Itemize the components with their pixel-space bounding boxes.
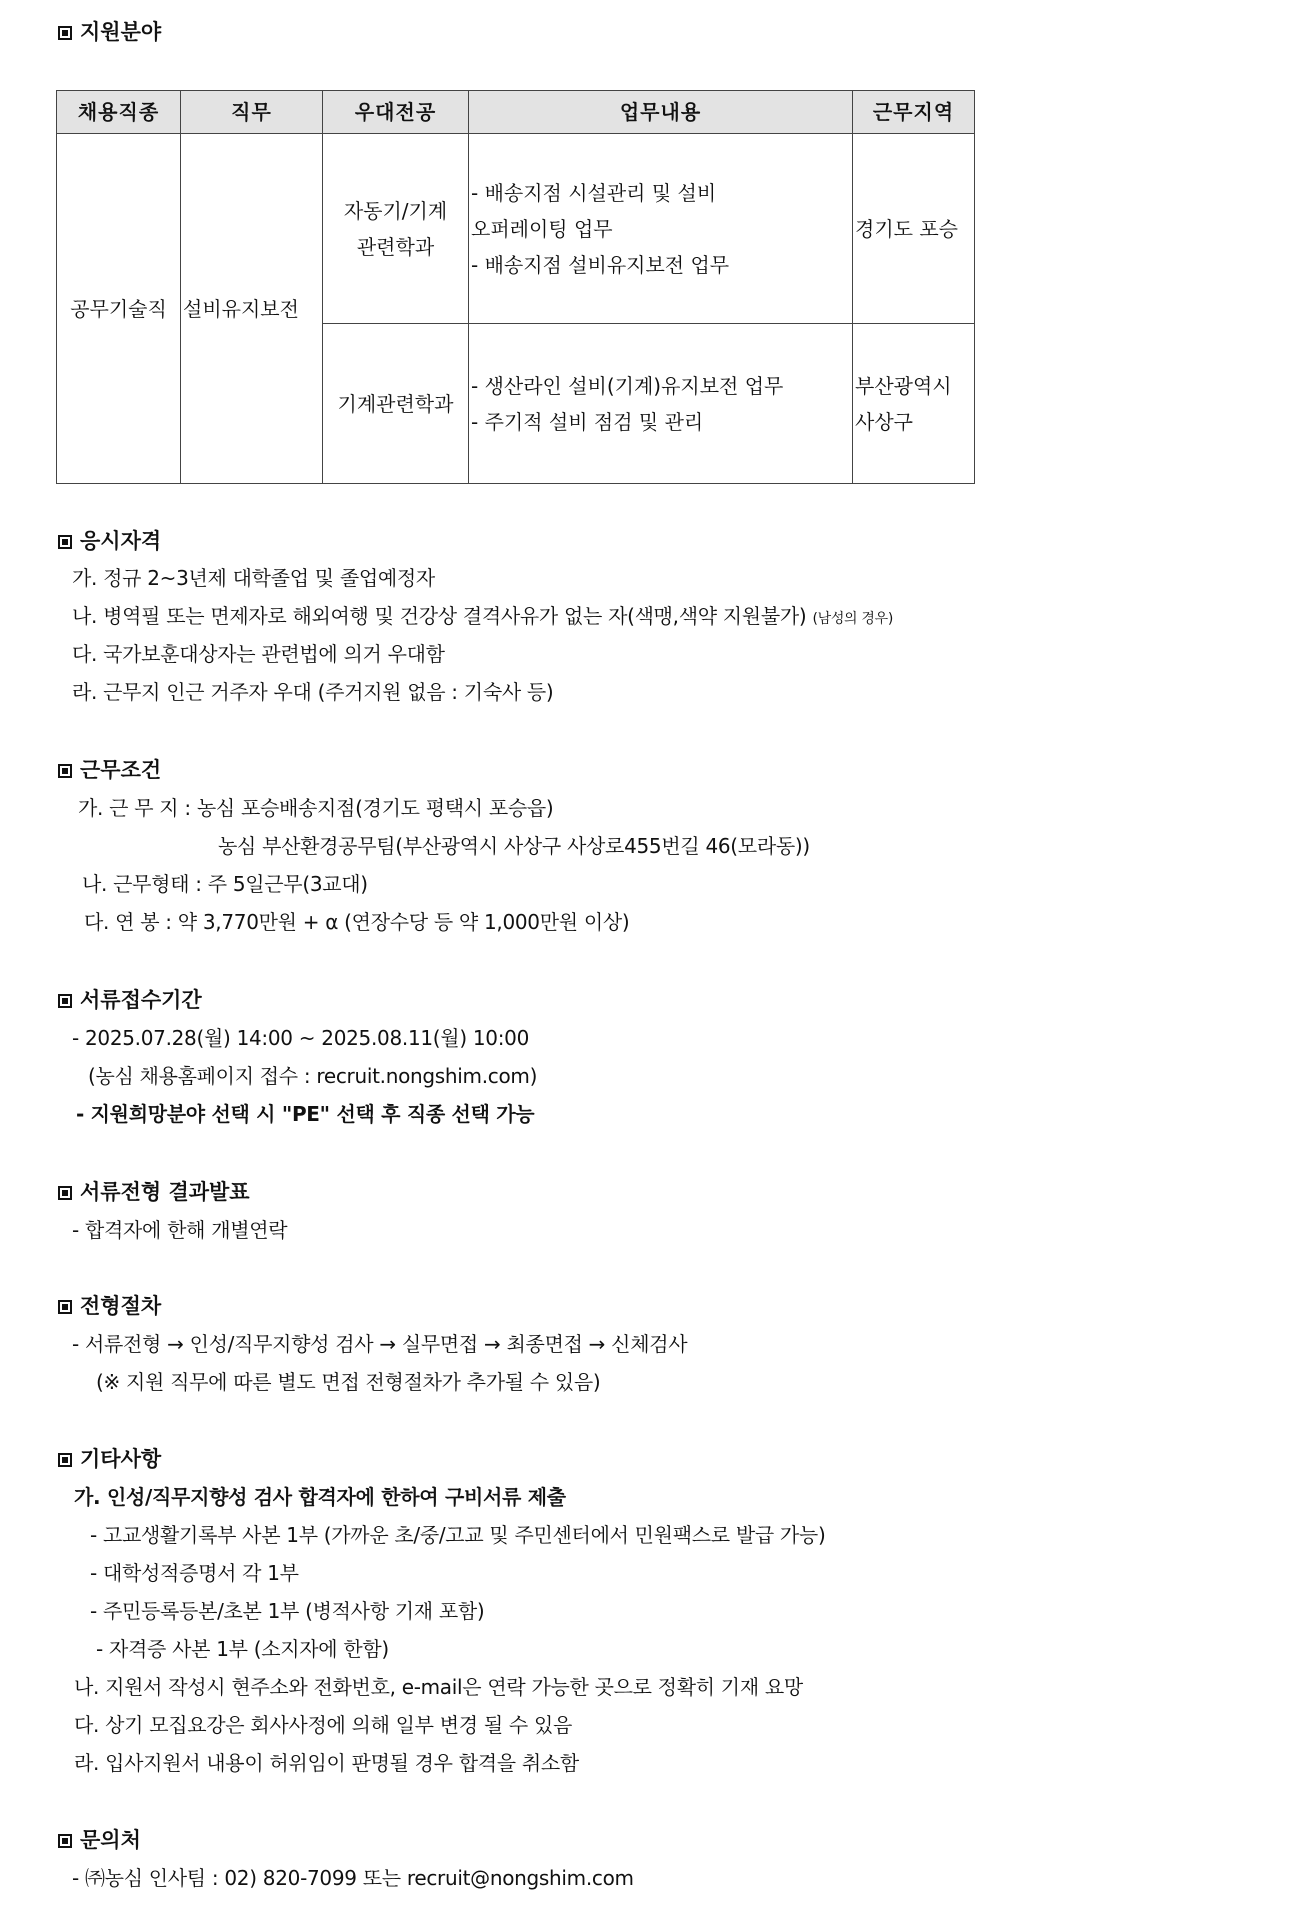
etc-subitem: - 자격증 사본 1부 (소지자에 한함) (96, 1637, 389, 1661)
header-preferred-major: 우대전공 (323, 91, 469, 134)
task-line: - 주기적 설비 점검 및 관리 (471, 409, 704, 434)
section-title-text: 응시자격 (80, 529, 162, 553)
period-item: - 2025.07.28(월) 14:00 ~ 2025.08.11(월) 10:00 (72, 1026, 530, 1050)
square-bullet-icon (58, 764, 72, 778)
major-line: 기계관련학과 (337, 391, 454, 416)
task-line: 오퍼레이팅 업무 (471, 216, 613, 241)
table-row (57, 134, 975, 324)
etc-item: 나. 지원서 작성시 현주소와 전화번호, e-mail은 연락 가능한 곳으로 정확히 기재 요망 (74, 1675, 803, 1699)
section-title-etc (58, 1445, 161, 1473)
square-bullet-icon (58, 1834, 72, 1848)
square-bullet-icon (58, 1186, 72, 1200)
cell-major (323, 134, 469, 324)
etc-subitem: - 주민등록등본/초본 1부 (병적사항 기재 포함) (90, 1599, 485, 1623)
header-tasks: 업무내용 (469, 91, 853, 134)
qualification-item-text: 나. 병역필 또는 면제자로 해외여행 및 건강상 결격사유가 없는 자(색맹,색약 지원불가) (72, 604, 807, 628)
contact-item: - ㈜농심 인사팀 : 02) 820-7099 또는 recruit@nongshim.com (72, 1866, 634, 1890)
condition-item: 나. 근무형태 : 주 5일근무(3교대) (82, 872, 368, 896)
process-note: (※ 지원 직무에 따른 별도 면접 전형절차가 추가될 수 있음) (96, 1370, 601, 1394)
square-bullet-icon (58, 1300, 72, 1314)
cell-tasks (469, 324, 853, 484)
cell-tasks (469, 134, 853, 324)
section-title-text: 서류접수기간 (80, 988, 202, 1012)
section-title-result (58, 1178, 250, 1206)
result-item: - 합격자에 한해 개별연락 (72, 1218, 288, 1242)
section-title-text: 근무조건 (80, 758, 162, 782)
header-location: 근무지역 (853, 91, 975, 134)
section-title-text: 문의처 (80, 1828, 141, 1852)
location-line: 경기도 포승 (855, 216, 958, 241)
etc-subitem: - 고교생활기록부 사본 1부 (가까운 초/중/고교 및 주민센터에서 민원팩스로 발급 가능) (90, 1523, 826, 1547)
cell-major (323, 324, 469, 484)
section-title-text: 전형절차 (80, 1294, 162, 1318)
qualification-note: (남성의 경우) (812, 611, 894, 627)
section-title-support-field (58, 18, 161, 46)
cell-job-type: 공무기술직 (57, 134, 181, 484)
cell-location (853, 134, 975, 324)
task-line: - 생산라인 설비(기계)유지보전 업무 (471, 373, 784, 398)
major-line: 자동기/기계 (343, 198, 448, 223)
etc-item: 가. 인성/직무지향성 검사 합격자에 한하여 구비서류 제출 (74, 1485, 566, 1509)
period-item: (농심 채용홈페이지 접수 : recruit.nongshim.com) (88, 1064, 538, 1088)
etc-item: 라. 입사지원서 내용이 허위임이 판명될 경우 합격을 취소함 (74, 1751, 579, 1775)
square-bullet-icon (58, 994, 72, 1008)
section-title-text: 지원분야 (80, 20, 162, 44)
period-item: - 지원희망분야 선택 시 "PE" 선택 후 직종 선택 가능 (76, 1102, 535, 1126)
major-line: 관련학과 (356, 234, 435, 259)
location-line: 사상구 (855, 409, 913, 434)
header-job-type: 채용직종 (57, 91, 181, 134)
section-title-text: 기타사항 (80, 1447, 162, 1471)
square-bullet-icon (58, 535, 72, 549)
section-title-process (58, 1292, 161, 1320)
qualification-item: 다. 국가보훈대상자는 관련법에 의거 우대함 (72, 642, 445, 666)
qualification-item: 라. 근무지 인근 거주자 우대 (주거지원 없음 : 기숙사 등) (72, 680, 554, 704)
location-line: 부산광역시 (855, 373, 952, 398)
section-title-application-period (58, 986, 202, 1014)
header-duty: 직무 (181, 91, 323, 134)
section-title-text: 서류전형 결과발표 (80, 1180, 250, 1204)
etc-subitem: - 대학성적증명서 각 1부 (90, 1561, 299, 1585)
square-bullet-icon (58, 1453, 72, 1467)
etc-item: 다. 상기 모집요강은 회사사정에 의해 일부 변경 될 수 있음 (74, 1713, 573, 1737)
task-line: - 배송지점 시설관리 및 설비 (471, 180, 717, 205)
cell-location (853, 324, 975, 484)
support-field-table (56, 90, 975, 484)
section-title-contact (58, 1826, 141, 1854)
section-title-conditions (58, 756, 161, 784)
cell-duty: 설비유지보전 (181, 134, 323, 484)
task-line: - 배송지점 설비유지보전 업무 (471, 252, 730, 277)
condition-item: 다. 연 봉 : 약 3,770만원 + α (연장수당 등 약 1,000만원 이상) (84, 910, 630, 934)
table-header-row (57, 91, 975, 134)
condition-item: 농심 부산환경공무팀(부산광역시 사상구 사상로455번길 46(모라동)) (218, 834, 810, 858)
square-bullet-icon (58, 26, 72, 40)
qualification-item (72, 602, 893, 633)
condition-item: 가. 근 무 지 : 농심 포승배송지점(경기도 평택시 포승읍) (78, 796, 554, 820)
section-title-qualification (58, 527, 161, 555)
qualification-item: 가. 정규 2~3년제 대학졸업 및 졸업예정자 (72, 566, 435, 590)
process-item: - 서류전형 → 인성/직무지향성 검사 → 실무면접 → 최종면접 → 신체검사 (72, 1332, 688, 1356)
